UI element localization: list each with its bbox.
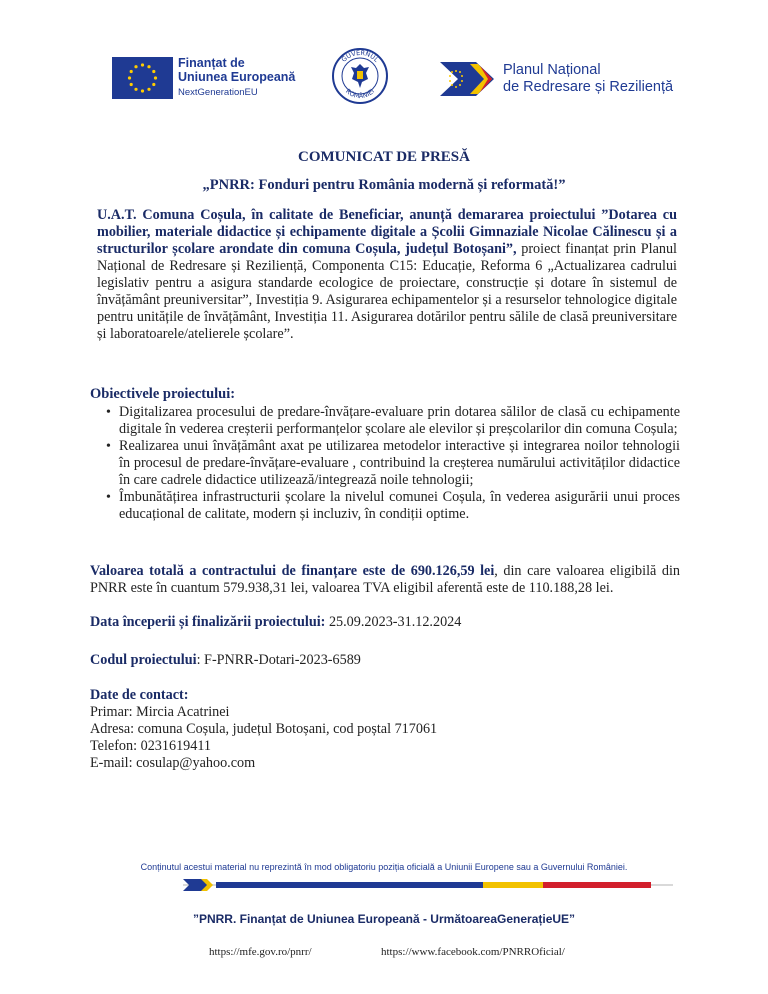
eu-logo-line1: Finanțat de <box>178 56 245 70</box>
footer-slogan: ”PNRR. Finanțat de Uniunea Europeană - UrmătoareaGenerațieUE” <box>192 912 576 926</box>
eu-logo-line3: NextGenerationEU <box>178 87 258 98</box>
objectives-list <box>90 404 680 523</box>
contact-line: Primar: Mircia Acatrinei <box>90 704 230 720</box>
objective-item: • Digitalizarea procesului de predare-învățare-evaluare prin dotarea sălilor de clasă cu echipamente digitale în vederea creșterii performanțelor școlare ale elevilor și preșcolarilor din comuna Coșula; <box>90 404 680 438</box>
svg-text:ROMÂNIEI <box>344 87 376 100</box>
pnrr-logo-line2: de Redresare și Reziliență <box>503 79 674 95</box>
contact-email: E-mail: cosulap@yahoo.com <box>90 755 256 771</box>
mfe-link[interactable]: https://mfe.gov.ro/pnrr/ <box>209 946 312 958</box>
project-dates <box>90 614 461 631</box>
contact-line: Adresa: comuna Coșula, județul Botoșani, cod poștal 717061 <box>90 721 438 737</box>
footer-disclaimer: Conținutul acestui material nu reprezintă în mod obligatoriu poziția oficială a Uniunii Europene sau a Guvernului României. <box>140 862 628 872</box>
contact-heading: Date de contact: <box>90 687 189 703</box>
objective-item: • Realizarea unui învățământ axat pe utilizarea metodelor interactive și integrarea noilor tehnologii în procesul de predare-învățare-evaluare , contribuind la creșterea numărului activităților didactice în care cadrele didactice utilizează/integrează noile tehnologii; <box>90 438 680 489</box>
eu-funding-logo-text <box>178 56 295 100</box>
footer-stripe-graphic <box>183 878 673 892</box>
page-title: COMUNICAT DE PRESĂ <box>298 149 470 165</box>
contact-line: Telefon: 0231619411 <box>90 738 212 754</box>
contract-value-paragraph <box>90 563 680 597</box>
facebook-link[interactable]: https://www.facebook.com/PNRROficial/ <box>381 946 565 958</box>
page-subtitle: „PNRR: Fonduri pentru România modernă și reformată!” <box>202 177 566 193</box>
code-value: : F-PNRR-Dotari-2023-6589 <box>196 652 361 668</box>
objective-item: • Îmbunătățirea infrastructurii școlare la nivelul comunei Coșula, în vederea asigurării unui proces educațional de calitate, modern și incluziv, în condiții optime. <box>90 489 680 523</box>
pnrr-logo-text <box>503 62 673 96</box>
seal-bottom-text: ROMÂNIEI <box>344 87 377 101</box>
project-code <box>90 652 361 669</box>
intro-bold: U.A.T. Comuna Coșula, în calitate de Beneficiar, anunță demararea proiectului ”Dotarea cu mobilier, materiale didactice și echipamente digitale a Școlii Gimnaziale Nicolae Călinescu și a structurilor școlare arondate din comuna Coșula, județul Botoșani”, <box>97 207 677 257</box>
dates-label: Data începerii și finalizării proiectului: <box>90 614 326 630</box>
contact-block <box>90 687 437 772</box>
intro-paragraph <box>97 207 677 343</box>
objectives-heading: Obiectivele proiectului: <box>90 386 236 402</box>
pnrr-logo-icon <box>436 60 498 98</box>
eu-logo-line2: Uniunea Europeană <box>178 70 296 84</box>
pnrr-logo-line1: Planul Național <box>503 62 601 78</box>
seal-top-text: GUVERNUL <box>339 48 381 64</box>
code-label: Codul proiectului <box>90 652 197 668</box>
value-text: , din care valoarea eligibilă din PNRR este în cuantum 579.938,31 lei, valoarea TVA eligibil aferentă este de 110.188,28 lei. <box>90 563 680 596</box>
eu-flag-icon <box>112 57 173 99</box>
romanian-government-seal-icon <box>331 47 389 105</box>
value-bold: Valoarea totală a contractului de finanțare este de 690.126,59 lei <box>90 563 495 579</box>
svg-text:GUVERNUL <box>340 49 381 64</box>
intro-text: proiect finanțat prin Planul Național de Redresare și Reziliență, Componenta C15: Educație, Reforma 6 „Actualizarea cadrului legislativ pentru a asigura standarde ecologice de proiectare, construcție și dotare în sistemul de învățământ preuniversitar”, Investiția 9. Asigurarea echipamentelor și a resurselor tehnologice digitale pentru unitățile de învățământ, Investiția 11. Asigurarea dotărilor pentru sălile de clasă preuniversitare și laboratoarele/atelierele școlare”. <box>97 241 678 342</box>
dates-value: 25.09.2023-31.12.2024 <box>325 614 462 630</box>
